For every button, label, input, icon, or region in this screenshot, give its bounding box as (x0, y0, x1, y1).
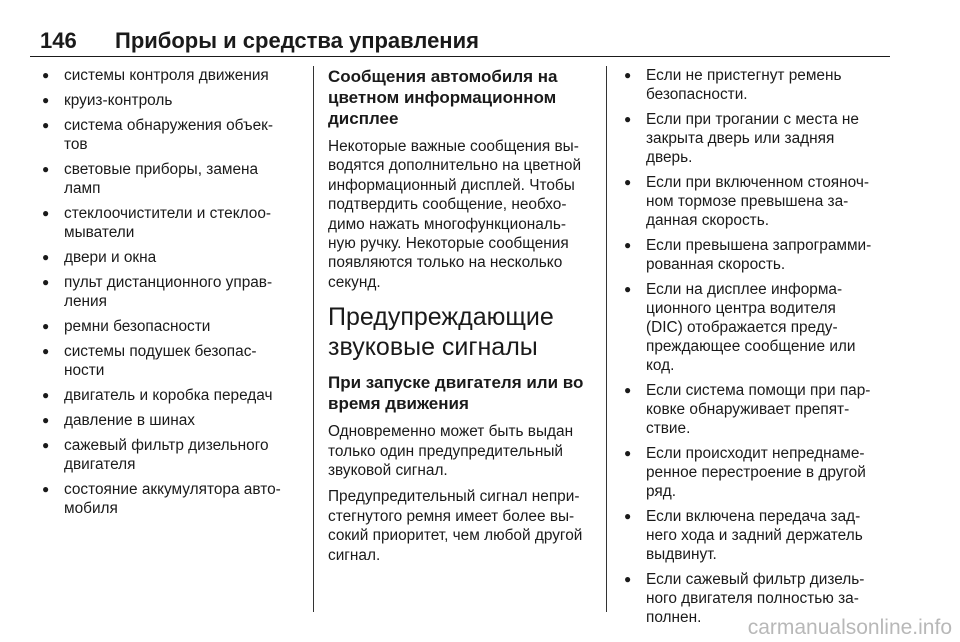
list-item: ● Если система помощи при пар- ковке обнаруживает препят- ствие. (624, 382, 871, 437)
bullet-icon: ● (624, 383, 632, 397)
column-divider (313, 66, 314, 612)
bullet-icon: ● (42, 319, 50, 333)
bullet-icon: ● (42, 250, 50, 264)
bullet-icon: ● (624, 572, 632, 586)
bullet-icon: ● (624, 175, 632, 189)
subsection-heading: При запуске двигателя или во время движения (328, 373, 584, 414)
bullet-icon: ● (624, 238, 632, 252)
page-title: Приборы и средства управления (115, 28, 479, 53)
watermark-text: carmanualsonline.info (747, 616, 952, 639)
column-2 (328, 66, 590, 572)
list-item: ● пульт дистанционного управ- ления (42, 274, 273, 310)
page-header (30, 24, 890, 57)
bullet-icon: ● (42, 438, 50, 452)
list-item: ● круиз-контроль (42, 92, 173, 109)
list-item: ● световые приборы, замена ламп (42, 161, 259, 197)
list-item: ● Если включена передача зад- него хода и задний держатель выдвинут. (624, 508, 863, 563)
bullet-icon: ● (624, 282, 632, 296)
list-item: ● системы подушек безопас- ности (42, 343, 257, 379)
section-heading-messages: Сообщения автомобиля на цветном информационном дисплее (328, 67, 558, 128)
list-item: ● Если сажевый фильтр дизель- ного двигателя полностью за- полнен. (624, 571, 865, 626)
list-item: ● Если при включенном стояноч- ном тормозе превышена за- данная скорость. (624, 174, 869, 229)
bullet-icon: ● (42, 344, 50, 358)
bullet-icon: ● (42, 68, 50, 82)
list-item: ● двигатель и коробка передач (42, 387, 273, 404)
bullet-icon: ● (42, 206, 50, 220)
paragraph: Предупредительный сигнал непри- стегнутого ремня имеет более вы- сокий приоритет, чем любой другой сигнал. (328, 488, 583, 564)
list-item: ● Если при трогании с места не закрыта дверь или задняя дверь. (624, 111, 859, 166)
column-divider (606, 66, 607, 612)
list-item: ● Если на дисплее информа- ционного центра водителя (DIC) отображается преду- преждающее сообщение или код. (624, 281, 856, 374)
list-item: ● Если не пристегнут ремень безопасности. (624, 67, 842, 103)
bullet-icon: ● (42, 93, 50, 107)
bullet-icon: ● (624, 112, 632, 126)
list-item: ● система обнаружения объек- тов (42, 117, 273, 153)
bullet-icon: ● (624, 68, 632, 82)
list-item: ● Если превышена запрограмми- рованная скорость. (624, 237, 872, 273)
bullet-icon: ● (42, 413, 50, 427)
list-item: ● ремни безопасности (42, 318, 211, 335)
bullet-icon: ● (42, 162, 50, 176)
list-item: ● двери и окна (42, 249, 157, 266)
list-item: ● системы контроля движения (42, 67, 269, 84)
list-item: ● Если происходит непреднаме- ренное перестроение в другой ряд. (624, 445, 866, 500)
bullet-icon: ● (42, 482, 50, 496)
list-item: ● стеклоочистители и стеклоо- мыватели (42, 205, 272, 241)
paragraph: Одновременно может быть выдан только один предупредительный звуковой сигнал. (328, 423, 574, 480)
bullet-icon: ● (42, 388, 50, 402)
warning-conditions-list (622, 66, 890, 627)
list-item: ● сажевый фильтр дизельного двигателя (42, 437, 269, 473)
bullet-icon: ● (42, 118, 50, 132)
bullet-icon: ● (624, 446, 632, 460)
paragraph: Некоторые важные сообщения вы- водятся дополнительно на цветной информационный дисплей. Чтобы подтвердить сообщение, необхо- димо нажать многофункциональ- ную ручку. Некоторые сообщения появляются только на несколько секунд. (328, 138, 582, 291)
section-title-warning-chimes: Предупреждающие звуковые сигналы (328, 303, 554, 362)
list-item: ● давление в шинах (42, 412, 195, 429)
column-1 (40, 66, 295, 524)
topic-list (40, 66, 295, 518)
column-3 (622, 66, 890, 633)
page-number: 146 (40, 28, 77, 53)
list-item: ● состояние аккумулятора авто- мобиля (42, 481, 281, 517)
bullet-icon: ● (624, 509, 632, 523)
bullet-icon: ● (42, 275, 50, 289)
